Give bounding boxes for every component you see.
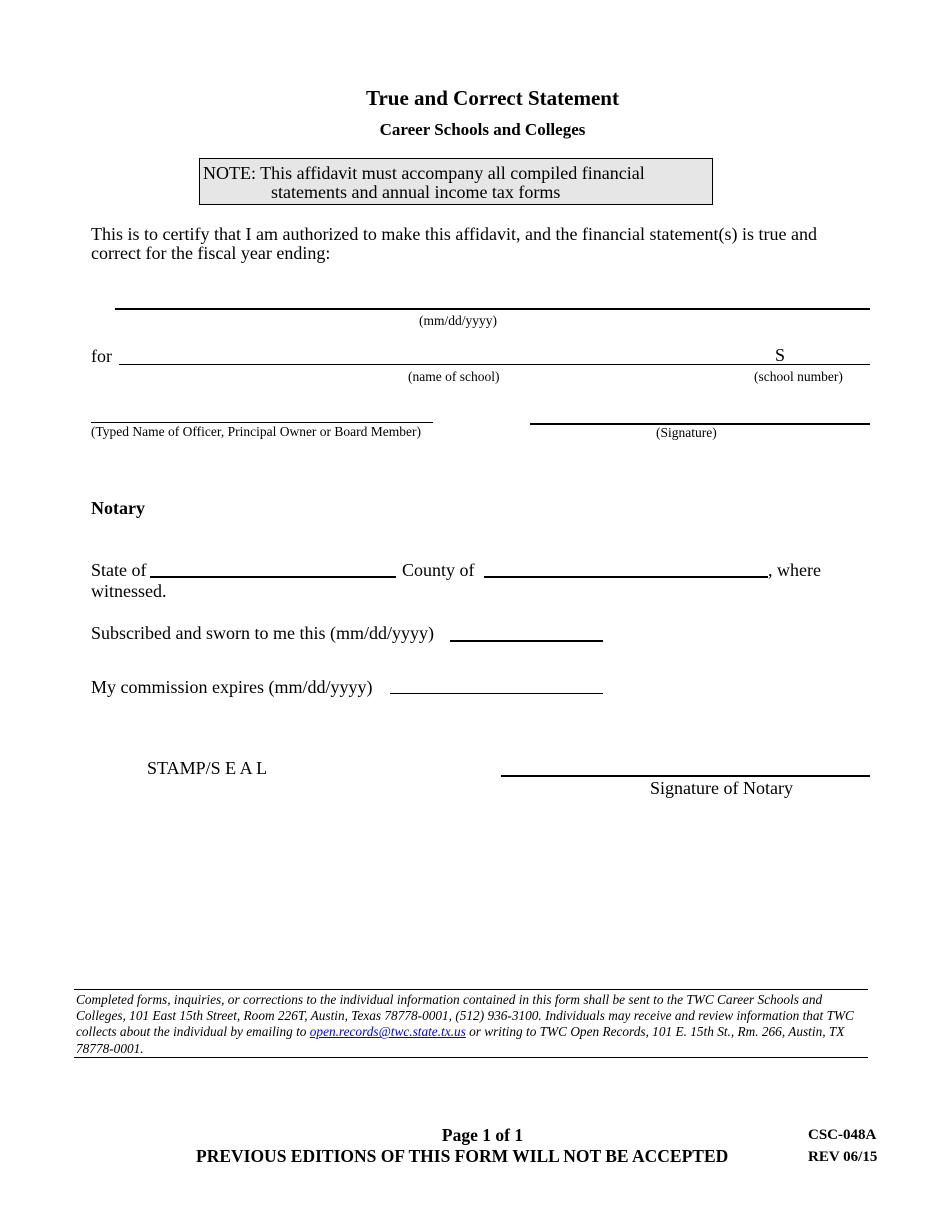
certification-text: This is to certify that I am authorized to make this affidavit, and the financial statement(s) is true and correct for the fiscal year ending: [91,224,817,263]
page-number: Page 1 of 1 [441,1125,524,1145]
state-line[interactable] [150,576,396,578]
commission-label: My commission expires (mm/dd/yyyy) [91,677,373,697]
privacy-notice [76,992,872,1057]
form-code: CSC-048A [808,1127,877,1143]
note-line-1: NOTE: This affidavit must accompany all compiled financial [203,163,645,183]
stamp-seal-label: STAMP/S E A L [147,758,268,778]
sworn-label: Subscribed and sworn to me this (mm/dd/yyyy) [91,623,434,643]
for-label: for [91,346,112,366]
date-caption: (mm/dd/yyyy) [419,313,497,328]
privacy-text-after: or writing to TWC Open Records, 101 E. 15th St., Rm. 266, Austin, TX 78778-0001. [76,1024,845,1056]
previous-editions-warning: PREVIOUS EDITIONS OF THIS FORM WILL NOT BE ACCEPTED [196,1146,729,1166]
note-box [199,158,713,205]
privacy-text-before: Completed forms, inquiries, or corrections to the individual information contained in this form shall be sent to the TWC Career Schools and Colleges, 101 East 15th Street, Room 226T, Austin, Texas 78778-0001, (512) 936-3100. Individuals may receive and review information that TWC collects about the individual by emailing to [76,992,854,1040]
signature-caption: (Signature) [656,425,717,440]
commission-date-line[interactable] [390,693,603,694]
notary-heading: Notary [91,498,145,518]
sworn-date-line[interactable] [450,640,603,642]
fiscal-year-date-line[interactable] [115,308,870,310]
school-number-caption: (school number) [754,369,843,384]
note-line-2: statements and annual income tax forms [271,182,561,202]
footer-top-rule [74,989,868,990]
state-label: State of [91,560,147,580]
school-name-caption: (name of school) [408,369,500,384]
typed-name-caption: (Typed Name of Officer, Principal Owner or Board Member) [91,424,422,439]
witnessed-label: witnessed. [91,581,167,601]
form-title: True and Correct Statement [366,86,619,110]
school-name-line[interactable] [119,364,870,365]
notary-signature-line[interactable] [501,775,870,777]
school-number-prefix: S [775,345,786,365]
form-subtitle: Career Schools and Colleges [379,120,586,139]
typed-name-line[interactable] [91,422,433,423]
form-revision: REV 06/15 [808,1149,878,1165]
where-label: , where [768,560,821,580]
county-label: County of [402,560,475,580]
county-line[interactable] [484,576,768,578]
open-records-email-link[interactable]: open.records@twc.state.tx.us [309,1024,466,1040]
notary-signature-label: Signature of Notary [650,778,793,798]
footer-bottom-rule [74,1057,868,1058]
